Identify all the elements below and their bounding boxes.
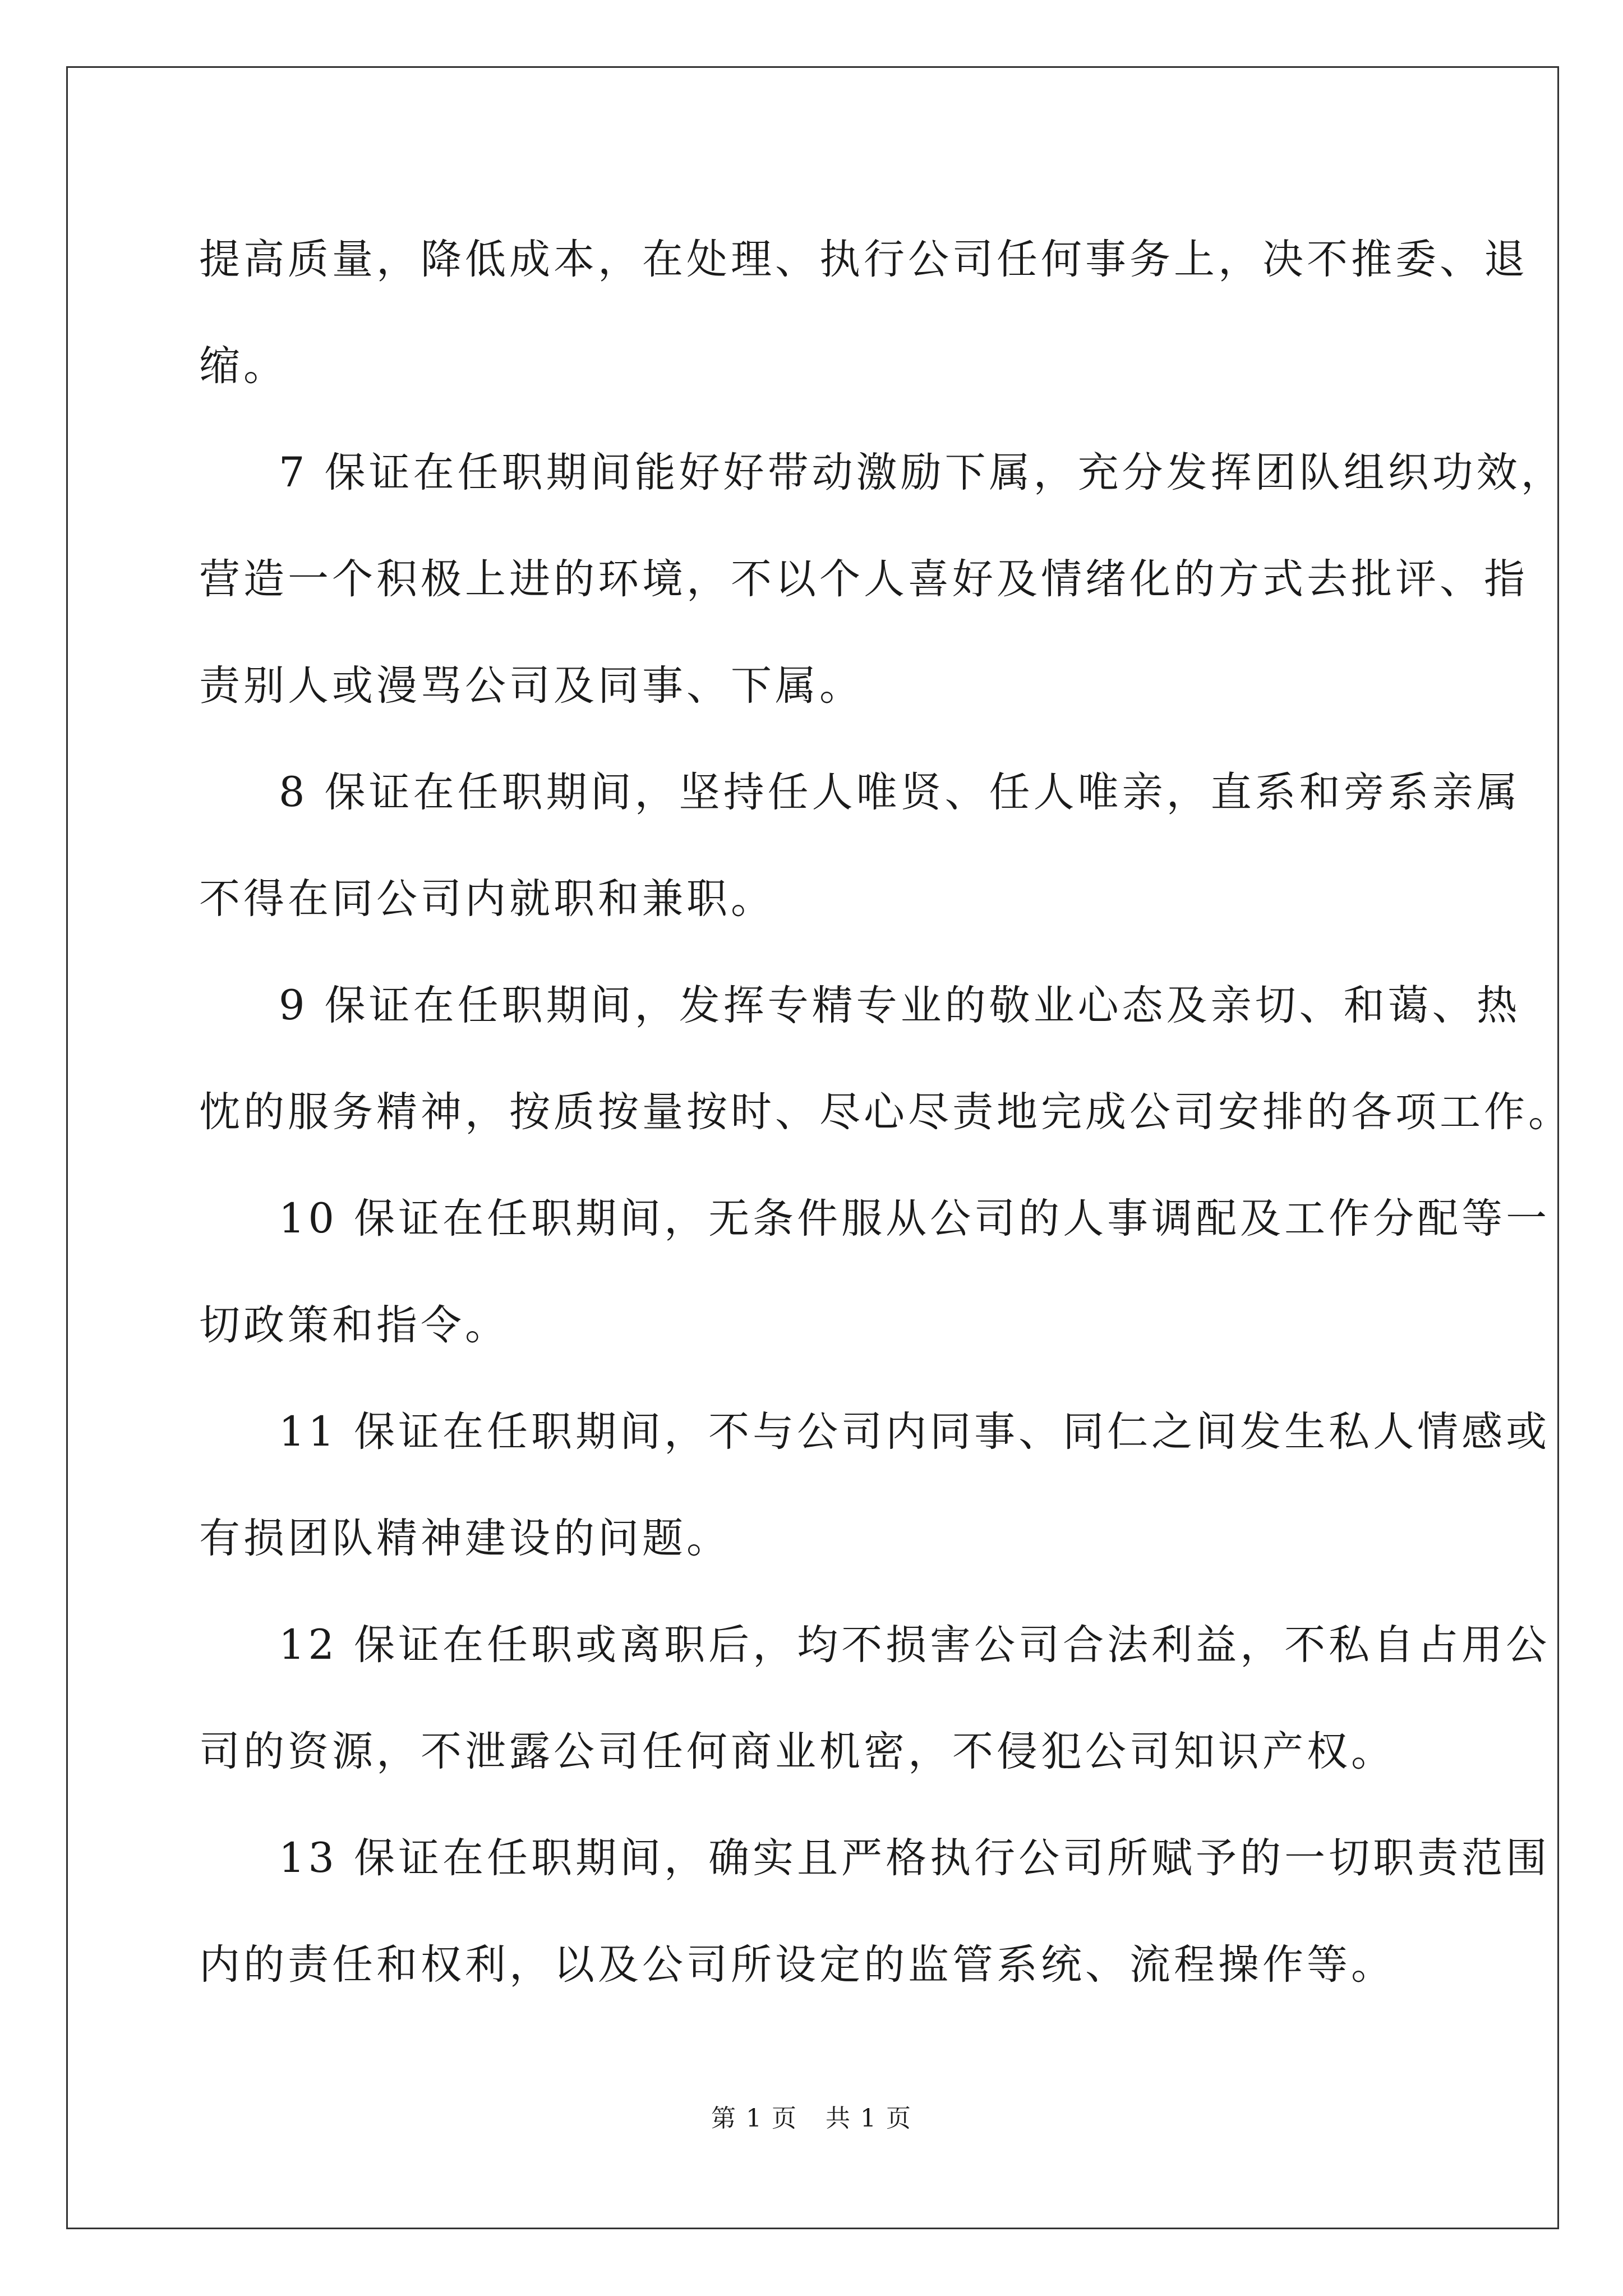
text-line: 内的责任和权利，以及公司所设定的监管系统、流程操作等。 bbox=[199, 1941, 1395, 1989]
text-line: 12 保证在任职或离职后，均不损害公司合法利益，不私自占用公 bbox=[279, 1621, 1551, 1669]
text-line: 7 保证在任职期间能好好带动激励下属，充分发挥团队组织功效， bbox=[279, 449, 1565, 496]
page-number: 第 1 页 bbox=[711, 2104, 797, 2133]
page-footer bbox=[0, 2098, 1623, 2134]
text-line: 司的资源，不泄露公司任何商业机密，不侵犯公司知识产权。 bbox=[199, 1728, 1395, 1775]
paragraph-item-13 bbox=[199, 1805, 1551, 2018]
text-line: 切政策和指令。 bbox=[199, 1301, 509, 1349]
paragraph-item-11 bbox=[199, 1379, 1551, 1592]
paragraph-item-12 bbox=[199, 1592, 1551, 1805]
text-line: 8 保证在任职期间，坚持任人唯贤、任人唯亲，直系和旁系亲属 bbox=[279, 769, 1521, 816]
paragraph-item-9 bbox=[199, 953, 1573, 1166]
paragraph-continuation bbox=[199, 206, 1528, 420]
paragraph-item-7 bbox=[199, 420, 1565, 739]
text-line: 10 保证在任职期间，无条件服从公司的人事调配及工作分配等一 bbox=[279, 1195, 1551, 1243]
text-line: 13 保证在任职期间，确实且严格执行公司所赋予的一切职责范围 bbox=[279, 1834, 1551, 1882]
text-line: 9 保证在任职期间，发挥专精专业的敬业心态及亲切、和蔼、热 bbox=[279, 982, 1521, 1029]
page-total: 共 1 页 bbox=[826, 2104, 912, 2133]
text-line: 11 保证在任职期间，不与公司内同事、同仁之间发生私人情感或 bbox=[279, 1408, 1551, 1456]
text-line: 提高质量，降低成本，在处理、执行公司任何事务上，决不推委、退 bbox=[199, 236, 1528, 283]
text-line: 缩。 bbox=[199, 342, 288, 390]
paragraph-item-8 bbox=[199, 739, 1521, 953]
document-body bbox=[199, 206, 1573, 2018]
text-line: 责别人或漫骂公司及同事、下属。 bbox=[199, 662, 864, 710]
text-line: 忱的服务精神，按质按量按时、尽心尽责地完成公司安排的各项工作。 bbox=[199, 1088, 1573, 1136]
text-line: 不得在同公司内就职和兼职。 bbox=[199, 875, 775, 923]
text-line: 有损团队精神建设的问题。 bbox=[199, 1515, 731, 1562]
paragraph-item-10 bbox=[199, 1166, 1551, 1379]
text-line: 营造一个积极上进的环境，不以个人喜好及情绪化的方式去批评、指 bbox=[199, 555, 1528, 603]
